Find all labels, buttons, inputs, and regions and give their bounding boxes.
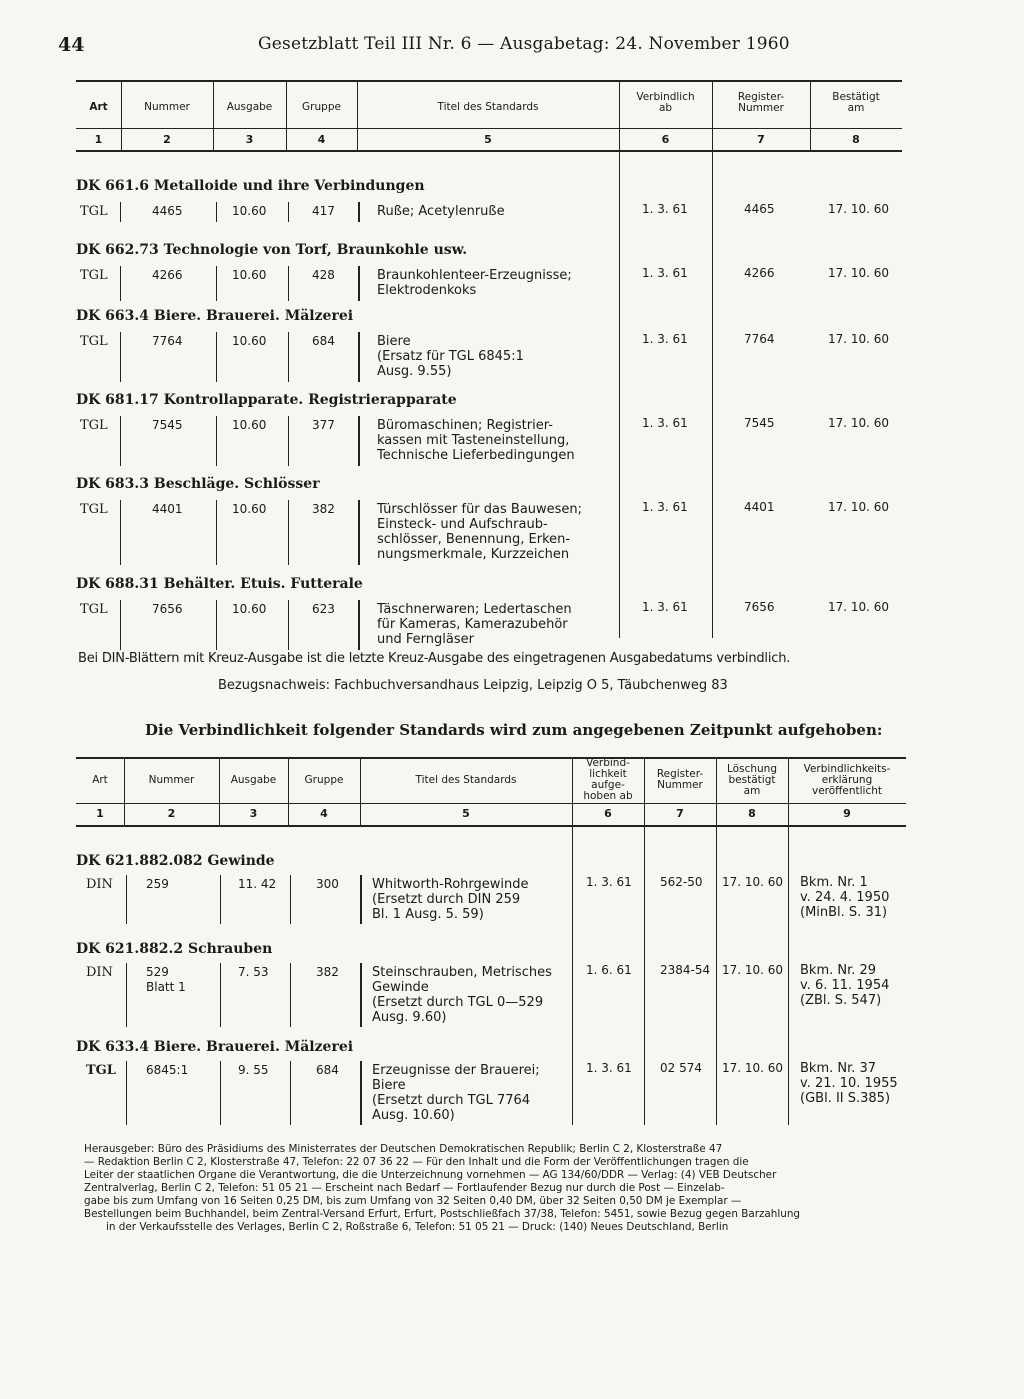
din-note: Bei DIN-Blättern mit Kreuz-Ausgabe ist die letzte Kreuz-Ausgabe des eingetragenen Ausgabedatums verbindlich. xyxy=(78,651,791,666)
column-header-line: Nummer xyxy=(144,101,190,113)
column-header-line: hoben ab xyxy=(583,790,633,802)
column-header-line: Art xyxy=(92,773,108,786)
ausgabe-cell: 10.60 xyxy=(232,334,267,348)
table-top-rule xyxy=(76,757,906,759)
aufgehoben-cell: 1. 6. 61 xyxy=(586,963,632,977)
column-header xyxy=(286,102,357,113)
group-heading: DK 633.4 Biere. Brauerei. Mälzerei xyxy=(76,1039,354,1055)
verbindlich-cell: 1. 3. 61 xyxy=(642,600,688,614)
gruppe-cell: 623 xyxy=(312,602,335,616)
column-divider-long xyxy=(619,150,620,638)
column-divider-long xyxy=(788,825,789,1125)
row-divider xyxy=(358,600,360,650)
row-divider xyxy=(216,416,217,466)
group-heading: DK 681.17 Kontrollapparate. Registrierapparate xyxy=(76,392,457,408)
row-divider xyxy=(120,202,121,222)
row-divider xyxy=(120,332,121,382)
column-number: 8 xyxy=(748,807,756,820)
art-cell: TGL xyxy=(80,204,108,219)
column-header xyxy=(288,775,360,786)
ausgabe-cell: 10.60 xyxy=(232,418,267,432)
title-line: Türschlösser für das Bauwesen; xyxy=(377,502,583,517)
title-line: Ruße; Acetylenruße xyxy=(377,204,505,219)
row-divider xyxy=(220,963,221,1027)
column-header-line: ab xyxy=(658,102,673,114)
column-header-line: Nummer xyxy=(738,102,784,114)
title-line: Ausg. 9.55) xyxy=(377,364,452,379)
row-divider xyxy=(120,416,121,466)
verbindlich-cell: 1. 3. 61 xyxy=(642,500,688,514)
title-line: (Ersetzt durch TGL 0—529 xyxy=(372,995,544,1010)
row-divider xyxy=(358,202,360,222)
title-line: Ausg. 9.60) xyxy=(372,1010,447,1025)
ausgabe-cell: 9. 55 xyxy=(238,1063,269,1077)
column-number: 2 xyxy=(163,133,171,146)
row-divider xyxy=(120,500,121,565)
nummer-cell: 529 xyxy=(146,965,169,979)
register-cell: 7545 xyxy=(744,416,775,430)
row-divider xyxy=(290,1061,291,1125)
row-divider xyxy=(120,266,121,301)
column-divider-long xyxy=(644,825,645,1125)
table-top-rule xyxy=(76,80,902,82)
art-cell: TGL xyxy=(86,1063,116,1078)
register-cell: 4401 xyxy=(744,500,775,514)
row-divider xyxy=(290,875,291,924)
group-heading: DK 621.882.2 Schrauben xyxy=(76,941,273,957)
row-divider xyxy=(288,600,289,650)
register-cell: 4465 xyxy=(744,202,775,216)
column-header-line: Ausgabe xyxy=(230,773,277,786)
column-header-line: lichkeit xyxy=(589,768,627,780)
column-divider-long xyxy=(572,825,573,1125)
row-divider xyxy=(290,963,291,1027)
erklaerung-line: v. 6. 11. 1954 xyxy=(800,978,890,993)
column-header-line: Nummer xyxy=(148,773,195,786)
column-number: 8 xyxy=(852,133,860,146)
table-header-rule xyxy=(76,128,902,129)
row-divider xyxy=(358,266,360,301)
column-header xyxy=(712,92,810,114)
table-number-rule xyxy=(76,150,902,152)
column-header xyxy=(572,758,644,802)
imprint-line: Leiter der staatlichen Organe die Verantwortung, die die Unterzeichnung vornehmen — AG 134/60/DDR — Verlag: (4) VEB Deutscher xyxy=(84,1169,777,1181)
row-divider xyxy=(358,500,360,565)
page-number: 44 xyxy=(58,34,85,56)
row-divider xyxy=(216,500,217,565)
column-header xyxy=(76,775,124,786)
table-number-rule xyxy=(76,825,906,827)
nummer-cell: Blatt 1 xyxy=(146,980,186,994)
column-number: 9 xyxy=(843,807,851,820)
ausgabe-cell: 10.60 xyxy=(232,268,267,282)
art-cell: TGL xyxy=(80,602,108,617)
nummer-cell: 4266 xyxy=(152,268,183,282)
nummer-cell: 4401 xyxy=(152,502,183,516)
row-divider xyxy=(220,1061,221,1125)
page-header xyxy=(58,34,790,58)
imprint-line: gabe bis zum Umfang von 16 Seiten 0,25 DM, bis zum Umfang von 32 Seiten 0,40 DM, über 32 Seiten 0,50 DM je Exemplar — xyxy=(84,1195,742,1207)
title-line: Biere xyxy=(372,1078,406,1093)
row-divider xyxy=(358,332,360,382)
column-number: 6 xyxy=(604,807,612,820)
art-cell: TGL xyxy=(80,268,108,283)
column-header-line: am xyxy=(847,102,865,114)
title-line: Steinschrauben, Metrisches xyxy=(372,965,552,980)
group-heading: DK 621.882.082 Gewinde xyxy=(76,853,275,869)
column-header-line: Titel des Standards xyxy=(415,773,517,786)
register-cell: 7656 xyxy=(744,600,775,614)
nummer-cell: 4465 xyxy=(152,204,183,218)
register-cell: 2384-54 xyxy=(660,963,711,977)
source-note: Bezugsnachweis: Fachbuchversandhaus Leipzig, Leipzig O 5, Täubchenweg 83 xyxy=(218,678,728,693)
title-line: Täschnerwaren; Ledertaschen xyxy=(377,602,572,617)
group-heading: DK 688.31 Behälter. Etuis. Futterale xyxy=(76,576,363,592)
revoked-standards-table xyxy=(76,757,911,1127)
erklaerung-line: (ZBl. S. 547) xyxy=(800,993,882,1008)
art-cell: DIN xyxy=(86,877,113,892)
erklaerung-line: (GBl. II S.385) xyxy=(800,1091,891,1106)
column-header xyxy=(76,102,121,113)
column-header-line: aufge- xyxy=(591,779,625,791)
imprint-line: Bestellungen beim Buchhandel, beim Zentral-Versand Erfurt, Erfurt, Postschließfach 37/38, Telefon: 5451, sowie Bezug gegen Barzahlung xyxy=(84,1208,801,1220)
row-divider xyxy=(360,1061,362,1125)
title-line: Einsteck- und Aufschraub- xyxy=(377,517,548,532)
row-divider xyxy=(360,963,362,1027)
group-heading: DK 662.73 Technologie von Torf, Braunkohle usw. xyxy=(76,242,468,258)
aufgehoben-cell: 1. 3. 61 xyxy=(586,875,632,889)
title-line: Whitworth-Rohrgewinde xyxy=(372,877,529,892)
column-header-line: Titel des Standards xyxy=(437,101,539,113)
gruppe-cell: 684 xyxy=(312,334,335,348)
erklaerung-line: Bkm. Nr. 37 xyxy=(800,1061,877,1076)
verbindlich-cell: 1. 3. 61 xyxy=(642,266,688,280)
nummer-cell: 6845:1 xyxy=(146,1063,189,1077)
column-header xyxy=(716,764,788,797)
column-number: 1 xyxy=(96,807,104,820)
bestaetigt-cell: 17. 10. 60 xyxy=(828,600,890,614)
nummer-cell: 259 xyxy=(146,877,169,891)
imprint xyxy=(84,1143,924,1234)
column-header xyxy=(121,102,213,113)
column-header-line: veröffentlicht xyxy=(811,784,883,797)
row-divider xyxy=(126,1061,127,1125)
row-divider xyxy=(120,600,121,650)
gruppe-cell: 684 xyxy=(316,1063,339,1077)
row-divider xyxy=(216,332,217,382)
title-line: für Kameras, Kamerazubehör xyxy=(377,617,568,632)
column-header xyxy=(810,92,902,114)
title-line: Erzeugnisse der Brauerei; xyxy=(372,1063,540,1078)
column-number: 7 xyxy=(676,807,684,820)
column-number: 3 xyxy=(249,807,258,820)
row-divider xyxy=(288,202,289,222)
column-header-line: Verbindlichkeits- xyxy=(803,762,891,775)
row-divider xyxy=(216,266,217,301)
art-cell: TGL xyxy=(80,502,108,517)
bestaetigt-cell: 17. 10. 60 xyxy=(828,266,890,280)
gruppe-cell: 428 xyxy=(312,268,335,282)
row-divider xyxy=(220,875,221,924)
row-divider xyxy=(288,500,289,565)
imprint-line: — Redaktion Berlin C 2, Klosterstraße 47, Telefon: 22 07 36 22 — Für den Inhalt und die Form der Veröffentlichungen tragen die xyxy=(84,1156,749,1168)
ausgabe-cell: 11. 42 xyxy=(238,877,277,891)
column-number: 6 xyxy=(661,133,670,146)
title-line: schlösser, Benennung, Erken- xyxy=(377,532,571,547)
title-line: Bl. 1 Ausg. 5. 59) xyxy=(372,907,484,922)
row-divider xyxy=(126,875,127,924)
row-divider xyxy=(288,332,289,382)
column-number: 5 xyxy=(462,807,470,820)
column-header-line: Bestätigt xyxy=(832,91,880,103)
column-header-line: Gruppe xyxy=(304,773,344,786)
title-line: Büromaschinen; Registrier- xyxy=(377,418,553,433)
art-cell: TGL xyxy=(80,418,108,433)
column-number: 7 xyxy=(757,133,765,146)
column-number: 5 xyxy=(484,133,492,146)
register-cell: 4266 xyxy=(744,266,775,280)
row-divider xyxy=(126,963,127,1027)
column-divider-long xyxy=(712,150,713,638)
table-header-rule xyxy=(76,803,906,804)
title-line: nungsmerkmale, Kurzzeichen xyxy=(377,547,570,562)
column-header-line: Verbind- xyxy=(586,757,630,769)
column-header xyxy=(219,775,288,786)
column-header-line: Register- xyxy=(656,768,704,780)
gruppe-cell: 417 xyxy=(312,204,335,218)
column-number: 3 xyxy=(245,133,254,146)
page-title: Gesetzblatt Teil III Nr. 6 — Ausgabetag: 24. November 1960 xyxy=(258,34,790,54)
register-cell: 562-50 xyxy=(660,875,703,889)
imprint-line: Zentralverlag, Berlin C 2, Telefon: 51 05 21 — Erscheint nach Bedarf — Fortlaufender Bezug nur durch die Post — Einzelab- xyxy=(84,1182,725,1194)
column-header xyxy=(788,764,906,797)
title-line: Biere xyxy=(377,334,411,349)
column-header-line: Register- xyxy=(737,91,785,103)
column-header xyxy=(124,775,219,786)
title-line: (Ersetzt durch TGL 7764 xyxy=(372,1093,531,1108)
register-cell: 02 574 xyxy=(660,1061,702,1075)
standards-table xyxy=(76,80,906,647)
nummer-cell: 7764 xyxy=(152,334,183,348)
erklaerung-line: (MinBl. S. 31) xyxy=(800,905,888,920)
column-divider-long xyxy=(716,825,717,1125)
title-line: Braunkohlenteer-Erzeugnisse; xyxy=(377,268,572,283)
group-heading: DK 663.4 Biere. Brauerei. Mälzerei xyxy=(76,308,354,324)
verbindlich-cell: 1. 3. 61 xyxy=(642,332,688,346)
erklaerung-line: Bkm. Nr. 29 xyxy=(800,963,877,978)
column-header xyxy=(213,102,286,113)
bestaetigt-cell: 17. 10. 60 xyxy=(828,332,890,346)
title-line: (Ersatz für TGL 6845:1 xyxy=(377,349,524,364)
gruppe-cell: 377 xyxy=(312,418,335,432)
verbindlich-cell: 1. 3. 61 xyxy=(642,416,688,430)
row-divider xyxy=(358,416,360,466)
column-header-line: Ausgabe xyxy=(226,101,273,113)
imprint-line: Herausgeber: Büro des Präsidiums des Ministerrates der Deutschen Demokratischen Republik; Berlin C 2, Klosterstraße 47 xyxy=(84,1143,723,1155)
ausgabe-cell: 10.60 xyxy=(232,502,267,516)
ausgabe-cell: 7. 53 xyxy=(238,965,269,979)
title-line: kassen mit Tasteneinstellung, xyxy=(377,433,570,448)
row-divider xyxy=(288,416,289,466)
art-cell: TGL xyxy=(80,334,108,349)
aufgehoben-cell: 1. 3. 61 xyxy=(586,1061,632,1075)
title-line: (Ersetzt durch DIN 259 xyxy=(372,892,521,907)
column-number: 1 xyxy=(94,133,103,146)
loeschung-cell: 17. 10. 60 xyxy=(722,875,784,889)
row-divider xyxy=(360,875,362,924)
title-line: Gewinde xyxy=(372,980,429,995)
column-header-line: Verbindlich xyxy=(636,91,695,103)
column-header xyxy=(619,92,712,114)
bestaetigt-cell: 17. 10. 60 xyxy=(828,416,890,430)
column-number: 4 xyxy=(320,807,328,820)
column-header-line: erklärung xyxy=(821,773,873,786)
ausgabe-cell: 10.60 xyxy=(232,204,267,218)
row-divider xyxy=(288,266,289,301)
title-line: und Ferngläser xyxy=(377,632,474,647)
nummer-cell: 7656 xyxy=(152,602,183,616)
verbindlich-cell: 1. 3. 61 xyxy=(642,202,688,216)
loeschung-cell: 17. 10. 60 xyxy=(722,963,784,977)
erklaerung-line: Bkm. Nr. 1 xyxy=(800,875,868,890)
row-divider xyxy=(216,600,217,650)
erklaerung-line: v. 21. 10. 1955 xyxy=(800,1076,898,1091)
column-header-line: am xyxy=(743,784,761,797)
column-header-line: Löschung xyxy=(727,762,777,775)
erklaerung-line: v. 24. 4. 1950 xyxy=(800,890,890,905)
row-divider xyxy=(216,202,217,222)
column-header-line: bestätigt xyxy=(728,773,776,786)
bestaetigt-cell: 17. 10. 60 xyxy=(828,202,890,216)
gruppe-cell: 300 xyxy=(316,877,339,891)
column-header xyxy=(644,769,716,791)
ausgabe-cell: 10.60 xyxy=(232,602,267,616)
column-number: 4 xyxy=(317,133,326,146)
group-heading: DK 683.3 Beschläge. Schlösser xyxy=(76,476,320,492)
imprint-line: in der Verkaufsstelle des Verlages, Berlin C 2, Roßstraße 6, Telefon: 51 05 21 — Druck: (140) Neues Deutschland, Berlin xyxy=(106,1221,729,1233)
title-line: Ausg. 10.60) xyxy=(372,1108,455,1123)
column-header-line: Gruppe xyxy=(302,101,341,113)
title-line: Technische Lieferbedingungen xyxy=(377,448,575,463)
nummer-cell: 7545 xyxy=(152,418,183,432)
gruppe-cell: 382 xyxy=(312,502,335,516)
column-header xyxy=(360,775,572,786)
column-header-line: Nummer xyxy=(657,779,703,791)
group-heading: DK 661.6 Metalloide und ihre Verbindungen xyxy=(76,178,425,194)
register-cell: 7764 xyxy=(744,332,775,346)
loeschung-cell: 17. 10. 60 xyxy=(722,1061,784,1075)
section-heading: Die Verbindlichkeit folgender Standards wird zum angegebenen Zeitpunkt aufgehoben: xyxy=(145,721,883,739)
art-cell: DIN xyxy=(86,965,113,980)
column-number: 2 xyxy=(167,807,176,820)
gruppe-cell: 382 xyxy=(316,965,339,979)
column-header xyxy=(357,102,619,113)
title-line: Elektrodenkoks xyxy=(377,283,477,298)
column-header-line: Art xyxy=(89,101,108,113)
bestaetigt-cell: 17. 10. 60 xyxy=(828,500,890,514)
